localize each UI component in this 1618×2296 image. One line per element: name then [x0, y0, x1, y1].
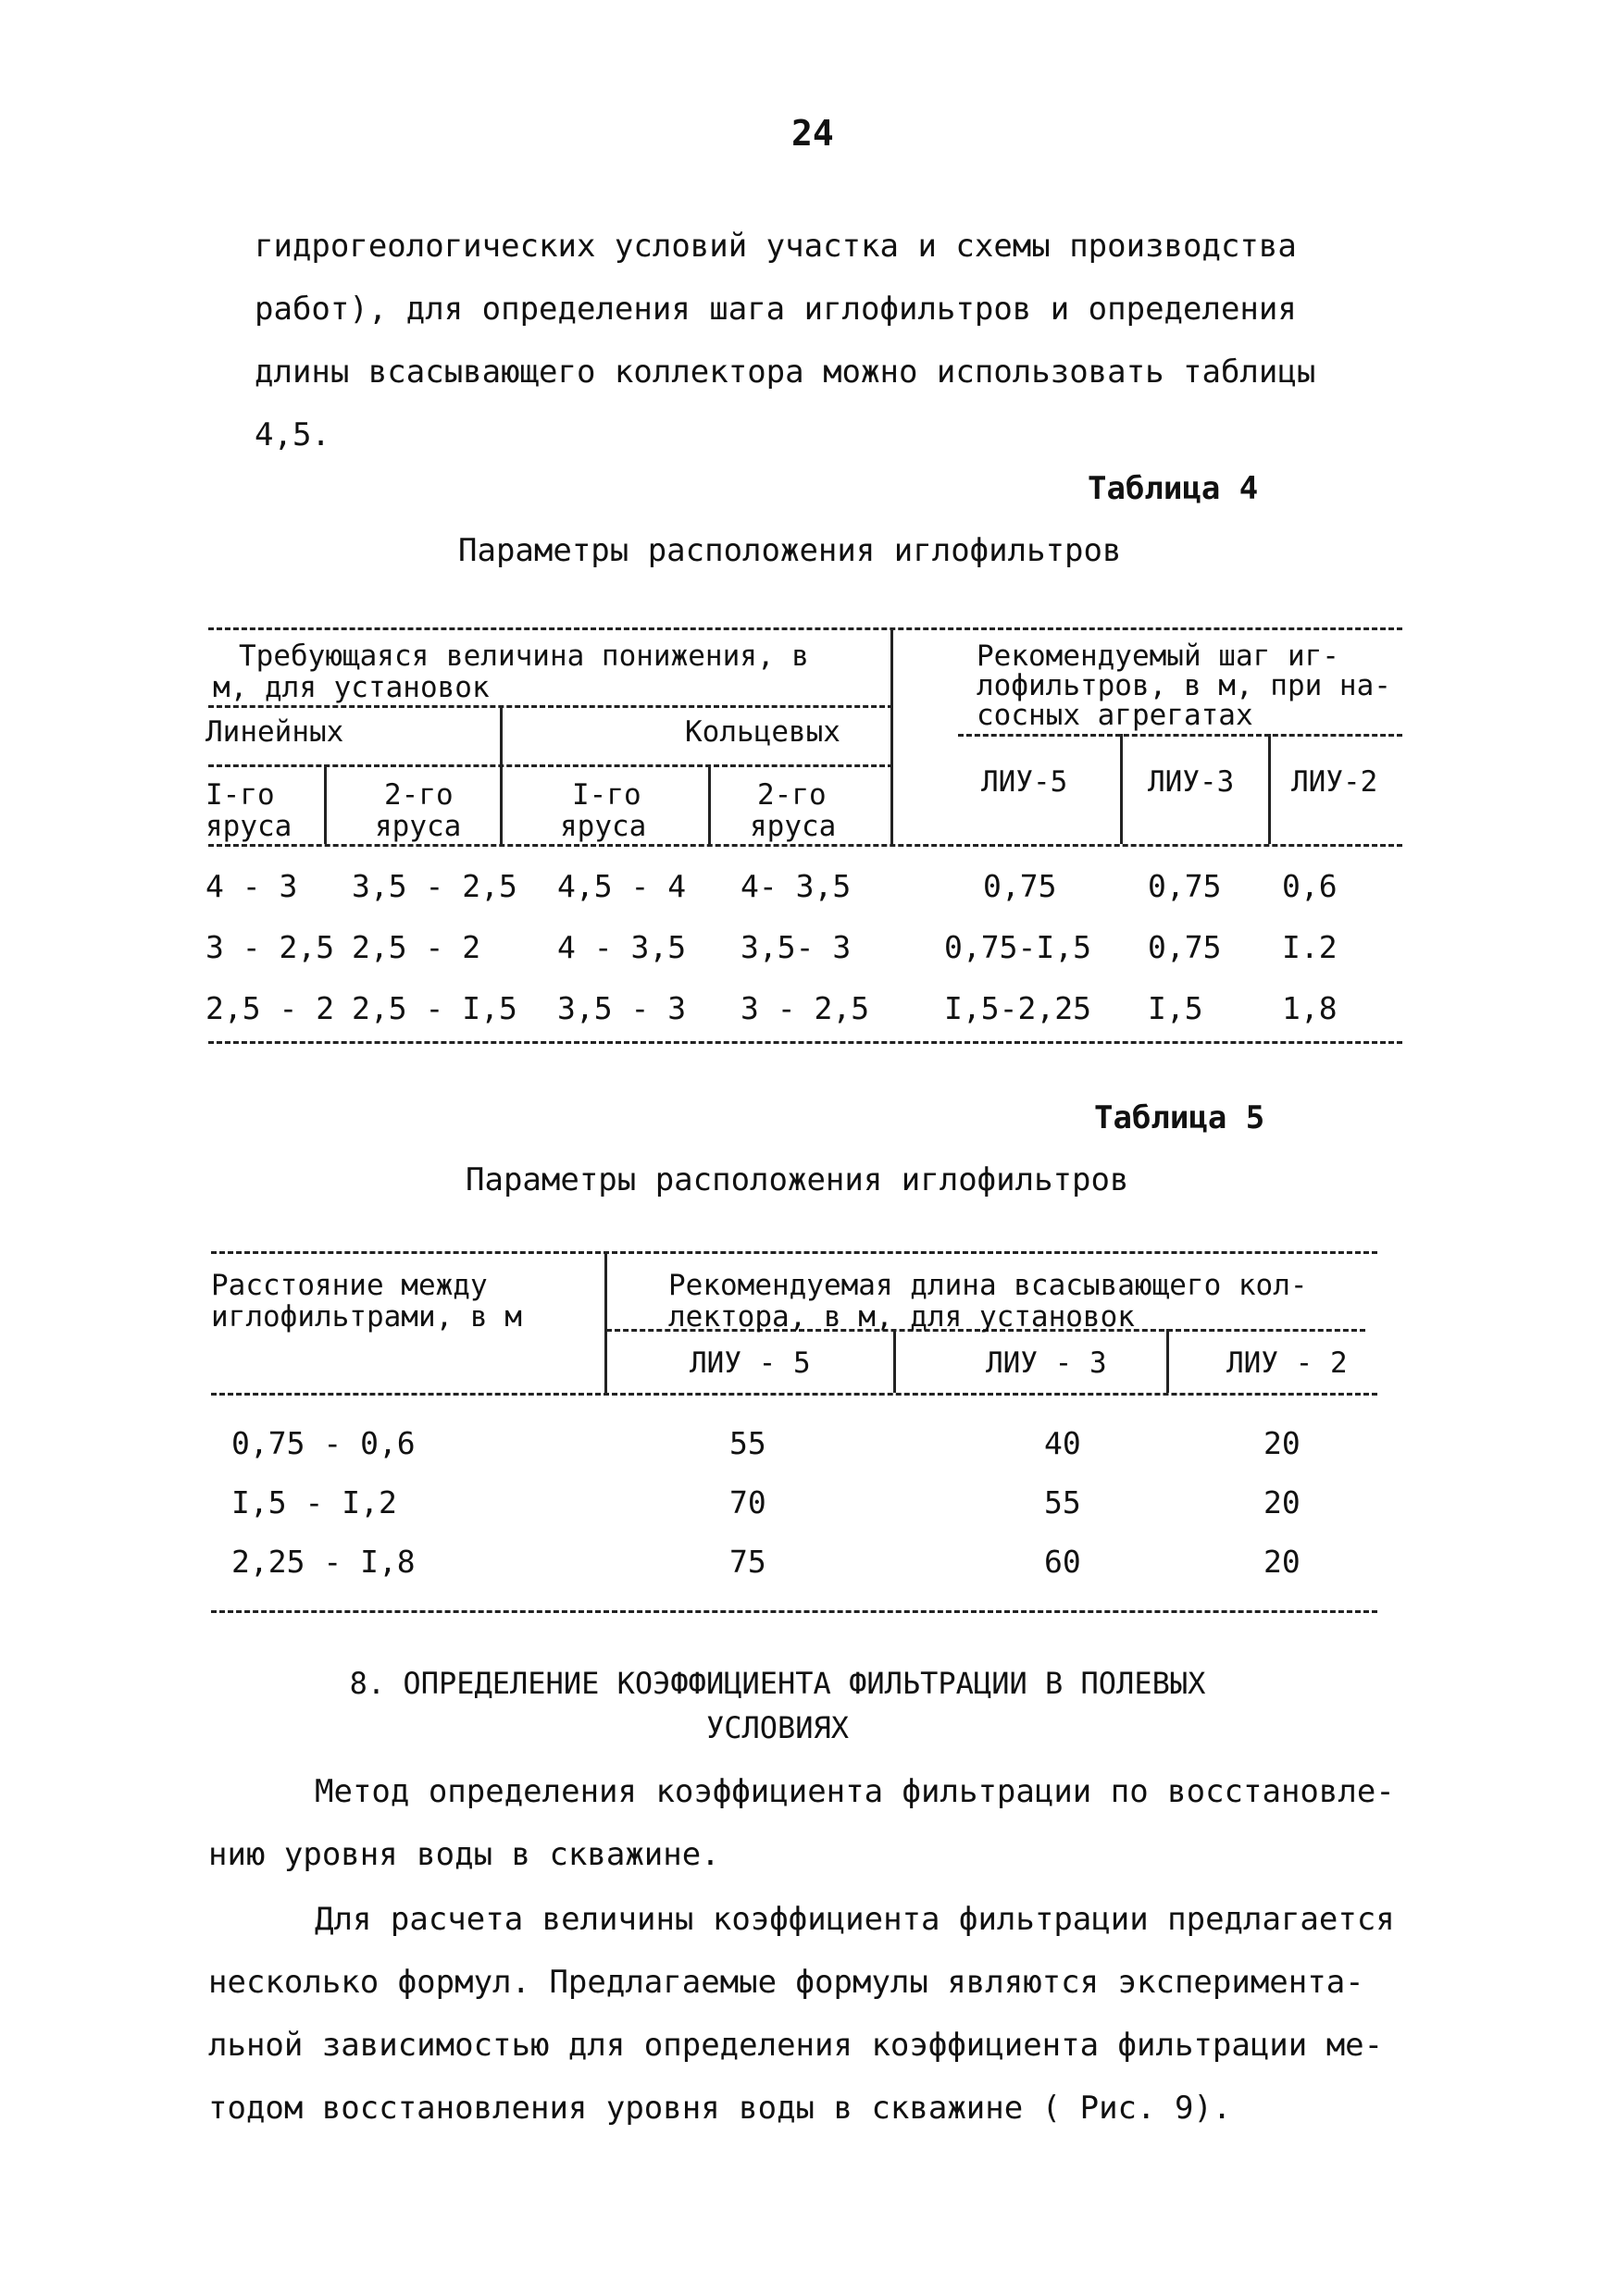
- table4-header-ring: Кольцевых: [685, 715, 840, 749]
- table-cell: 0,75: [1148, 929, 1222, 965]
- intro-paragraph: [255, 215, 1315, 466]
- tier2-label: яруса: [750, 810, 837, 843]
- intro-line: 4,5.: [255, 416, 330, 453]
- col-liu5: ЛИУ - 5: [690, 1347, 811, 1380]
- table5-divider: [1166, 1329, 1169, 1393]
- col-liu3: ЛИУ - 3: [986, 1347, 1107, 1380]
- table4-rule: [208, 705, 893, 708]
- table-cell: I,5: [1148, 990, 1203, 1026]
- table-cell: 0,75: [1148, 868, 1222, 904]
- table-cell: 0,75-I,5: [944, 929, 1091, 965]
- table4-header-bottom: [208, 844, 1402, 847]
- table-cell: I,5-2,25: [944, 990, 1091, 1026]
- table-cell: 4,5 - 4: [557, 868, 687, 904]
- method-line: нию уровня воды в скважине.: [208, 1836, 720, 1873]
- table-cell: 0,75 - 0,6: [231, 1425, 416, 1461]
- table-cell: 75: [729, 1544, 766, 1580]
- table5-header-right: Рекомендуемая длина всасывающего кол-: [668, 1269, 1308, 1302]
- method-line: Метод определения коэффициента фильтрации по восстановле-: [315, 1773, 1395, 1810]
- table5-caption: Таблица 5: [1094, 1099, 1265, 1136]
- table5-header-left: иглофильтрами, в м: [211, 1300, 522, 1334]
- table-cell: 20: [1263, 1544, 1301, 1580]
- table-cell: 55: [1044, 1484, 1081, 1520]
- table4-divider: [500, 705, 503, 844]
- table-cell: 2,5 - I,5: [352, 990, 517, 1026]
- table5-header-left: Расстояние между: [211, 1269, 488, 1302]
- table-cell: 20: [1263, 1425, 1301, 1461]
- table5-title: Параметры расположения иглофильтров: [466, 1161, 1129, 1198]
- col-liu5: ЛИУ-5: [981, 765, 1068, 799]
- section-heading: УСЛОВИЯХ: [705, 1710, 850, 1745]
- method-paragraph: [208, 1760, 1395, 1886]
- table-cell: 2,25 - I,8: [231, 1544, 416, 1580]
- table-cell: 1,8: [1282, 990, 1338, 1026]
- table4-caption: Таблица 4: [1088, 470, 1259, 507]
- table4-divider: [890, 627, 893, 844]
- tier2-label: 2-го: [757, 778, 827, 812]
- table4-rule: [958, 734, 1402, 737]
- tier1-label: I-го: [205, 778, 275, 812]
- formula-line: несколько формул. Предлагаемые формулы являются эксперимента-: [208, 1964, 1364, 2001]
- table-cell: 20: [1263, 1484, 1301, 1520]
- table4-divider: [324, 764, 327, 844]
- table-cell: 4 - 3,5: [557, 929, 687, 965]
- table5-header-bottom: [211, 1393, 1377, 1396]
- table-cell: 60: [1044, 1544, 1081, 1580]
- table-cell: 3,5 - 3: [557, 990, 687, 1026]
- table4-header-right: Рекомендуемый шаг иг-: [977, 639, 1339, 673]
- formula-line: Для расчета величины коэффициента фильтрации предлагается: [315, 1901, 1395, 1938]
- formula-line: льной зависимостью для определения коэффициента фильтрации ме-: [208, 2027, 1384, 2064]
- table4-header-left: Требующаяся величина понижения, в: [239, 639, 809, 673]
- table4-rule: [208, 764, 893, 767]
- tier2-label: яруса: [375, 810, 462, 843]
- table-cell: 4- 3,5: [741, 868, 852, 904]
- table4-title: Параметры расположения иглофильтров: [458, 532, 1122, 569]
- table5-header-right: лектора, в м, для установок: [668, 1300, 1135, 1334]
- table4-divider: [1120, 734, 1123, 844]
- table-cell: 3 - 2,5: [741, 990, 870, 1026]
- intro-line: длины всасывающего коллектора можно использовать таблицы: [255, 354, 1316, 391]
- table5-bottom-border: [211, 1610, 1377, 1613]
- table4-header-right: сосных агрегатах: [977, 699, 1253, 732]
- table-cell: 0,75: [983, 868, 1057, 904]
- table-cell: 2,5 - 2: [352, 929, 481, 965]
- table4-header-linear: Линейных: [205, 715, 344, 749]
- col-liu2: ЛИУ-2: [1291, 765, 1378, 799]
- tier1-label: I-го: [572, 778, 641, 812]
- intro-line: гидрогеологических условий участка и схемы производства: [255, 228, 1297, 265]
- table-cell: 70: [729, 1484, 766, 1520]
- table4-header-left: м, для установок: [213, 671, 490, 704]
- section-heading: 8. ОПРЕДЕЛЕНИЕ КОЭФФИЦИЕНТА ФИЛЬТРАЦИИ В ПОЛЕВЫХ: [349, 1666, 1206, 1701]
- tier1-label: яруса: [205, 810, 292, 843]
- tier2-label: 2-го: [384, 778, 454, 812]
- table-cell: 3 - 2,5: [205, 929, 335, 965]
- table-cell: I.2: [1282, 929, 1338, 965]
- intro-line: работ), для определения шага иглофильтров и определения: [255, 291, 1297, 328]
- table4-bottom-border: [208, 1041, 1402, 1044]
- table-cell: 55: [729, 1425, 766, 1461]
- table5-divider: [604, 1251, 607, 1393]
- table5-top-border: [211, 1251, 1377, 1254]
- table-cell: 3,5 - 2,5: [352, 868, 517, 904]
- page-number: 24: [791, 113, 834, 154]
- table-cell: 40: [1044, 1425, 1081, 1461]
- col-liu3: ЛИУ-3: [1148, 765, 1235, 799]
- table4-top-border: [208, 627, 1402, 630]
- table-cell: 2,5 - 2: [205, 990, 335, 1026]
- table4-divider: [708, 764, 711, 844]
- table4-divider: [1268, 734, 1271, 844]
- table4-header-right: лофильтров, в м, при на-: [977, 669, 1391, 702]
- formula-line: тодом восстановления уровня воды в скважине ( Рис. 9).: [208, 2090, 1232, 2127]
- col-liu2: ЛИУ - 2: [1226, 1347, 1348, 1380]
- tier1-label: яруса: [560, 810, 647, 843]
- table-cell: 0,6: [1282, 868, 1338, 904]
- formula-paragraph: [208, 1888, 1395, 2140]
- table5-divider: [893, 1329, 896, 1393]
- table-cell: 4 - 3: [205, 868, 298, 904]
- table-cell: I,5 - I,2: [231, 1484, 397, 1520]
- table-cell: 3,5- 3: [741, 929, 852, 965]
